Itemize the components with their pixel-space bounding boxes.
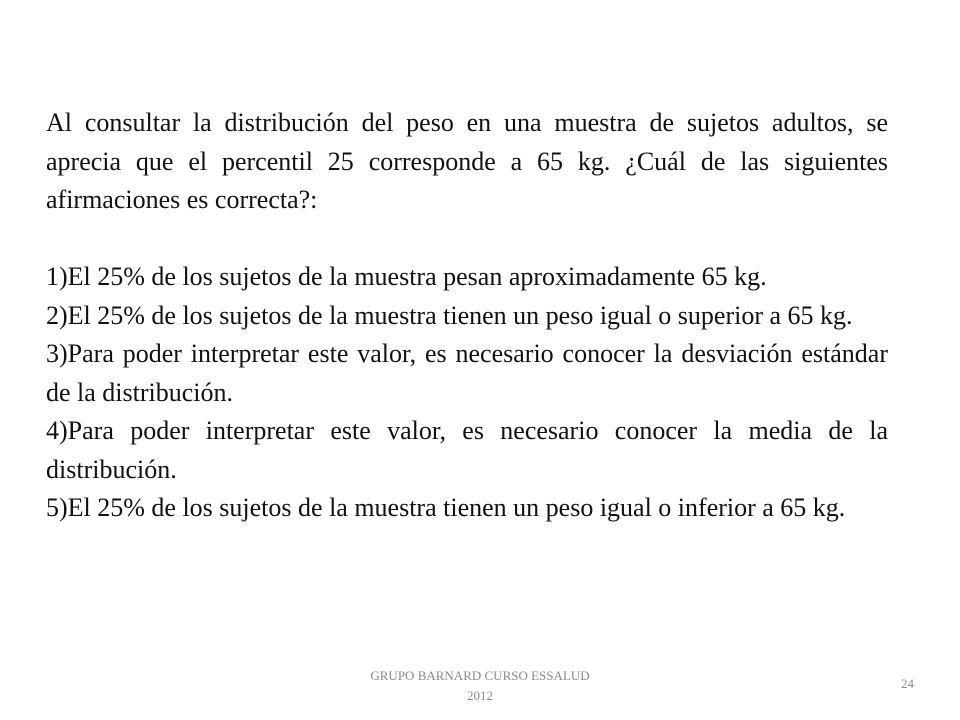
page-number: 24 [901,676,914,691]
option-3: 3)Para poder interpretar este valor, es necesario conocer la desviación estándar de la distribución. [46,339,888,407]
question-text: Al consultar la distribución del peso en una muestra de sujetos adultos, se aprecia que el percentil 25 corresponde a 65 kg. ¿Cuál de las siguientes afirmaciones es correcta?: [46,108,888,214]
option-2: 2)El 25% de los sujetos de la muestra tienen un peso igual o superior a 65 kg. [46,300,853,330]
option-4: 4)Para poder interpretar este valor, es necesario conocer la media de la distribución. [46,416,888,484]
option-1: 1)El 25% de los sujetos de la muestra pesan aproximadamente 65 kg. [46,262,767,291]
spacer [46,220,888,259]
footer-text [330,666,630,706]
slide-body [46,104,888,528]
answer-options [46,258,888,528]
footer-line-2: 2012 [467,688,493,703]
option-5: 5)El 25% de los sujetos de la muestra tienen un peso igual o inferior a 65 kg. [46,493,846,522]
footer-line-1: GRUPO BARNARD CURSO ESSALUD [370,668,590,683]
